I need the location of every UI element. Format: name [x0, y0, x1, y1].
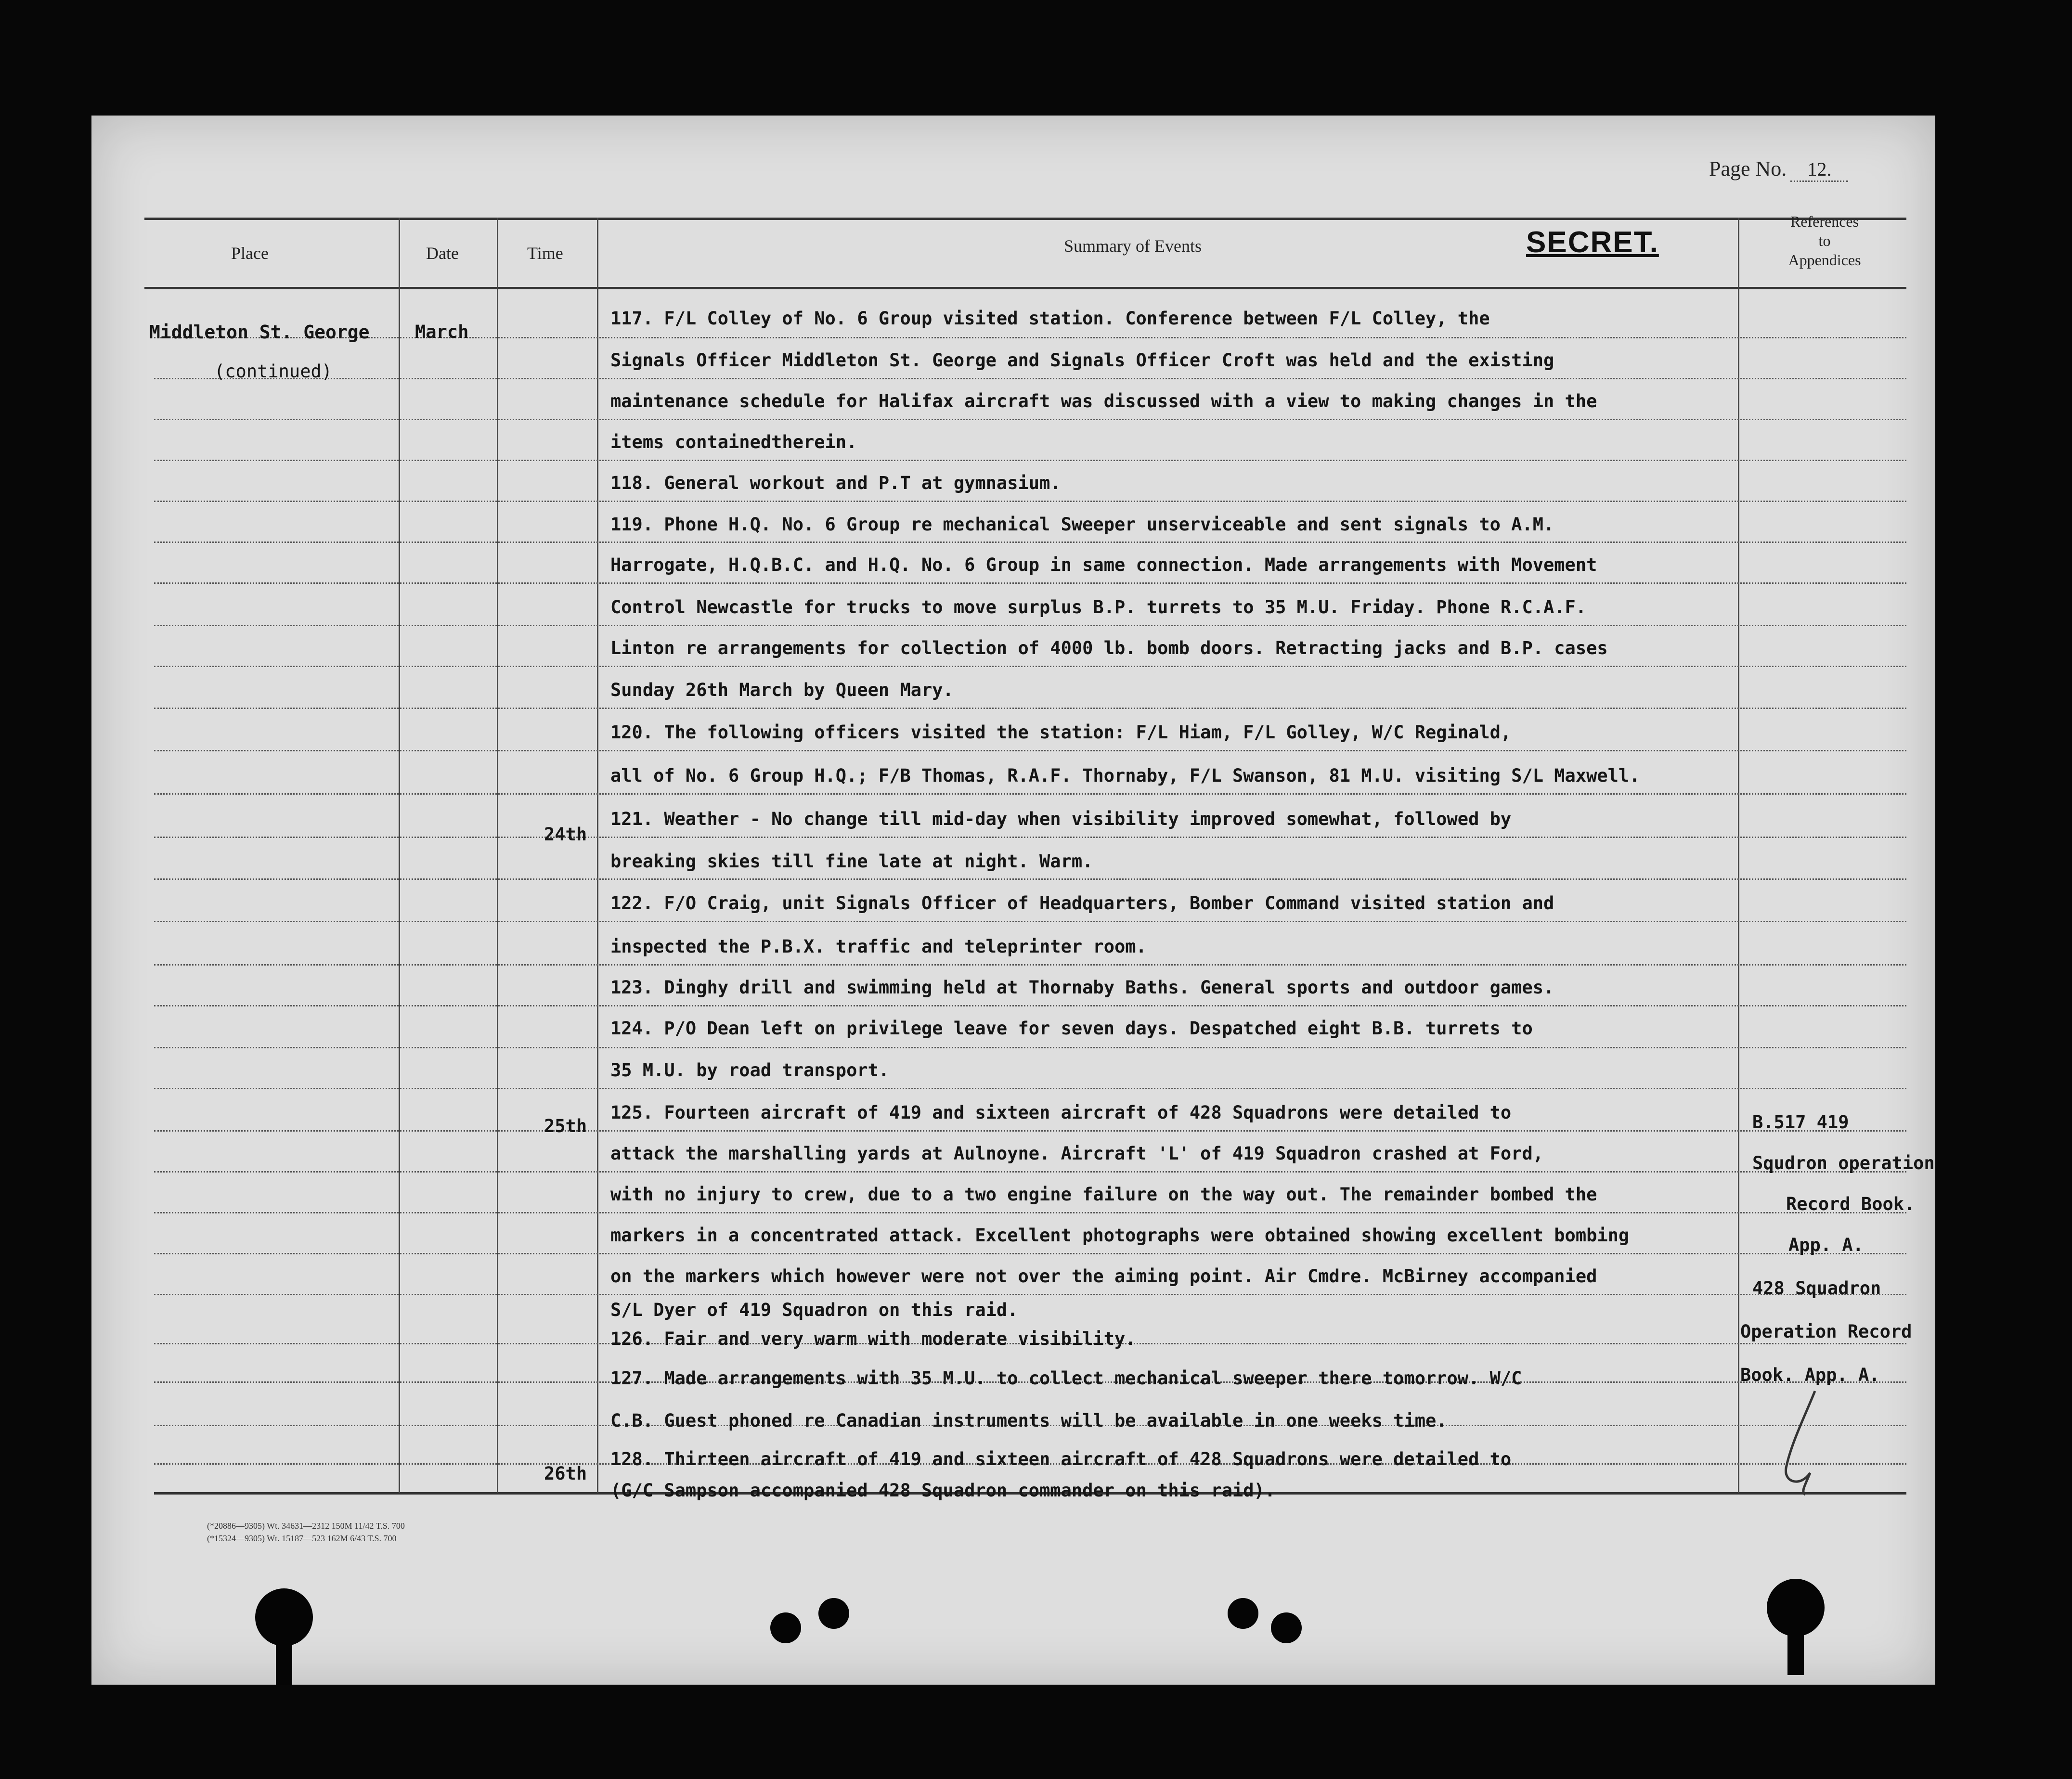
ruled-line: [154, 921, 1906, 922]
ruled-line: [154, 1294, 1906, 1295]
summary-line: Sunday 26th March by Queen Mary.: [610, 680, 954, 700]
col-divider-date: [497, 218, 498, 1493]
ruled-line: [154, 625, 1906, 626]
summary-line: Linton re arrangements for collection of 4000 lb. bomb doors. Retracting jacks and B.P. cases: [610, 638, 1608, 658]
punch-hole: [1228, 1598, 1258, 1629]
date-25th: 25th: [544, 1116, 587, 1136]
print-code-2: (*15324—9305) Wt. 15187—523 162M 6/43 T.S. 700: [207, 1534, 397, 1543]
punch-hole: [818, 1598, 849, 1629]
ruled-line: [154, 1171, 1906, 1173]
summary-line: 121. Weather - No change till mid-day when visibility improved somewhat, followed by: [610, 809, 1512, 829]
summary-line: 126. Fair and very warm with moderate visibility.: [610, 1328, 1136, 1349]
header-time: Time: [527, 244, 563, 263]
ruled-line: [154, 750, 1906, 751]
ruled-line: [154, 1212, 1906, 1213]
summary-line: inspected the P.B.X. traffic and teleprinter room.: [610, 936, 1147, 957]
binder-slot-right: [1787, 1617, 1804, 1675]
summary-line: markers in a concentrated attack. Excellent photographs were obtained showing excellent bombing: [610, 1225, 1630, 1246]
ruled-line: [154, 501, 1906, 502]
date-26th: 26th: [544, 1463, 587, 1484]
handwritten-mark: [1772, 1386, 1839, 1502]
header-bottom-rule: [144, 287, 1906, 289]
summary-line: 127. Made arrangements with 35 M.U. to collect mechanical sweeper there tomorrow. W/C: [610, 1368, 1522, 1389]
header-place: Place: [231, 244, 269, 263]
summary-line: 118. General workout and P.T at gymnasium.: [610, 473, 1061, 493]
reference-line: Record Book.: [1786, 1194, 1915, 1214]
ruled-line: [154, 1047, 1906, 1048]
header-date: Date: [426, 244, 459, 263]
summary-line: C.B. Guest phoned re Canadian instruments will be available in one weeks time.: [610, 1410, 1447, 1431]
page-number: [1709, 156, 1848, 182]
header-references-line1: References: [1790, 213, 1859, 230]
ruled-line: [154, 793, 1906, 795]
summary-line: (G/C Sampson accompanied 428 Squadron commander on this raid).: [610, 1480, 1276, 1501]
summary-line: Control Newcastle for trucks to move surplus B.P. turrets to 35 M.U. Friday. Phone R.C.A.F.: [610, 597, 1587, 618]
ruled-line: [154, 708, 1906, 709]
summary-line: with no injury to crew, due to a two engine failure on the way out. The remainder bombed the: [610, 1184, 1597, 1205]
ruled-line: [154, 1088, 1906, 1089]
punch-hole: [1271, 1612, 1302, 1643]
print-code-1: (*20886—9305) Wt. 34631—2312 150M 11/42 T.S. 700: [207, 1521, 405, 1531]
summary-line: attack the marshalling yards at Aulnoyne. Aircraft 'L' of 419 Squadron crashed at Ford,: [610, 1143, 1544, 1164]
summary-line: all of No. 6 Group H.Q.; F/B Thomas, R.A.F. Thornaby, F/L Swanson, 81 M.U. visiting S/L Maxwell.: [610, 765, 1640, 786]
summary-line: 119. Phone H.Q. No. 6 Group re mechanical Sweeper unserviceable and sent signals to A.M.: [610, 514, 1554, 535]
date-month: March: [415, 322, 469, 342]
summary-line: maintenance schedule for Halifax aircraft was discussed with a view to making changes in the: [610, 391, 1597, 412]
summary-line: on the markers which however were not over the aiming point. Air Cmdre. McBirney accompanied: [610, 1266, 1597, 1287]
header-summary: Summary of Events: [1064, 236, 1202, 256]
col-divider-time: [597, 218, 598, 1493]
binder-slot-left: [276, 1627, 292, 1685]
col-divider-place: [399, 218, 400, 1493]
summary-line: items containedtherein.: [610, 432, 857, 452]
ruled-line: [154, 541, 1906, 543]
summary-line: 124. P/O Dean left on privilege leave for seven days. Despatched eight B.B. turrets to: [610, 1018, 1533, 1039]
reference-line: B.517 419: [1752, 1112, 1849, 1133]
page-number-label: Page No.: [1709, 157, 1787, 180]
summary-line: 123. Dinghy drill and swimming held at Thornaby Baths. General sports and outdoor games.: [610, 977, 1554, 998]
date-24th: 24th: [544, 824, 587, 845]
reference-line: Book. App. A.: [1740, 1365, 1880, 1385]
ruled-line: [154, 837, 1906, 838]
secret-stamp: SECRET.: [1526, 226, 1659, 259]
reference-line: Operation Record: [1740, 1321, 1912, 1342]
ruled-line: [154, 964, 1906, 966]
summary-line: 122. F/O Craig, unit Signals Officer of Headquarters, Bomber Command visited station and: [610, 893, 1554, 914]
ruled-line: [154, 1005, 1906, 1006]
ruled-line: [154, 1130, 1906, 1132]
summary-line: Harrogate, H.Q.B.C. and H.Q. No. 6 Group in same connection. Made arrangements with Movement: [610, 554, 1597, 575]
ruled-line: [154, 460, 1906, 461]
summary-line: 128. Thirteen aircraft of 419 and sixteen aircraft of 428 Squadrons were detailed to: [610, 1449, 1512, 1470]
summary-line: breaking skies till fine late at night. Warm.: [610, 851, 1093, 872]
summary-line: 125. Fourteen aircraft of 419 and sixteen aircraft of 428 Squadrons were detailed to: [610, 1102, 1512, 1123]
ruled-line: [154, 1253, 1906, 1254]
summary-line: S/L Dyer of 419 Squadron on this raid.: [610, 1300, 1018, 1320]
table-top-rule: [144, 218, 1906, 220]
ruled-line: [154, 582, 1906, 584]
punch-hole: [770, 1612, 801, 1643]
summary-line: 120. The following officers visited the station: F/L Hiam, F/L Golley, W/C Reginald,: [610, 722, 1512, 743]
summary-line: 35 M.U. by road transport.: [610, 1060, 890, 1081]
reference-line: App. A.: [1788, 1235, 1864, 1255]
reference-line: 428 Squadron: [1752, 1278, 1881, 1299]
reference-line: Squdron operation: [1752, 1153, 1935, 1173]
col-divider-summary: [1738, 218, 1739, 1493]
header-references-line3: Appendices: [1788, 251, 1861, 269]
place-name: Middleton St. George: [149, 322, 370, 343]
ruled-line: [154, 419, 1906, 420]
summary-line: 117. F/L Colley of No. 6 Group visited station. Conference between F/L Colley, the: [610, 308, 1490, 329]
page-number-value: 12.: [1790, 158, 1848, 182]
ruled-line: [154, 378, 1906, 379]
header-references-line2: to: [1818, 232, 1831, 249]
place-continued: (continued): [214, 361, 333, 382]
ruled-line: [154, 878, 1906, 880]
summary-line: Signals Officer Middleton St. George and Signals Officer Croft was held and the existing: [610, 350, 1554, 371]
header-references: [1752, 212, 1897, 270]
ruled-line: [154, 666, 1906, 667]
